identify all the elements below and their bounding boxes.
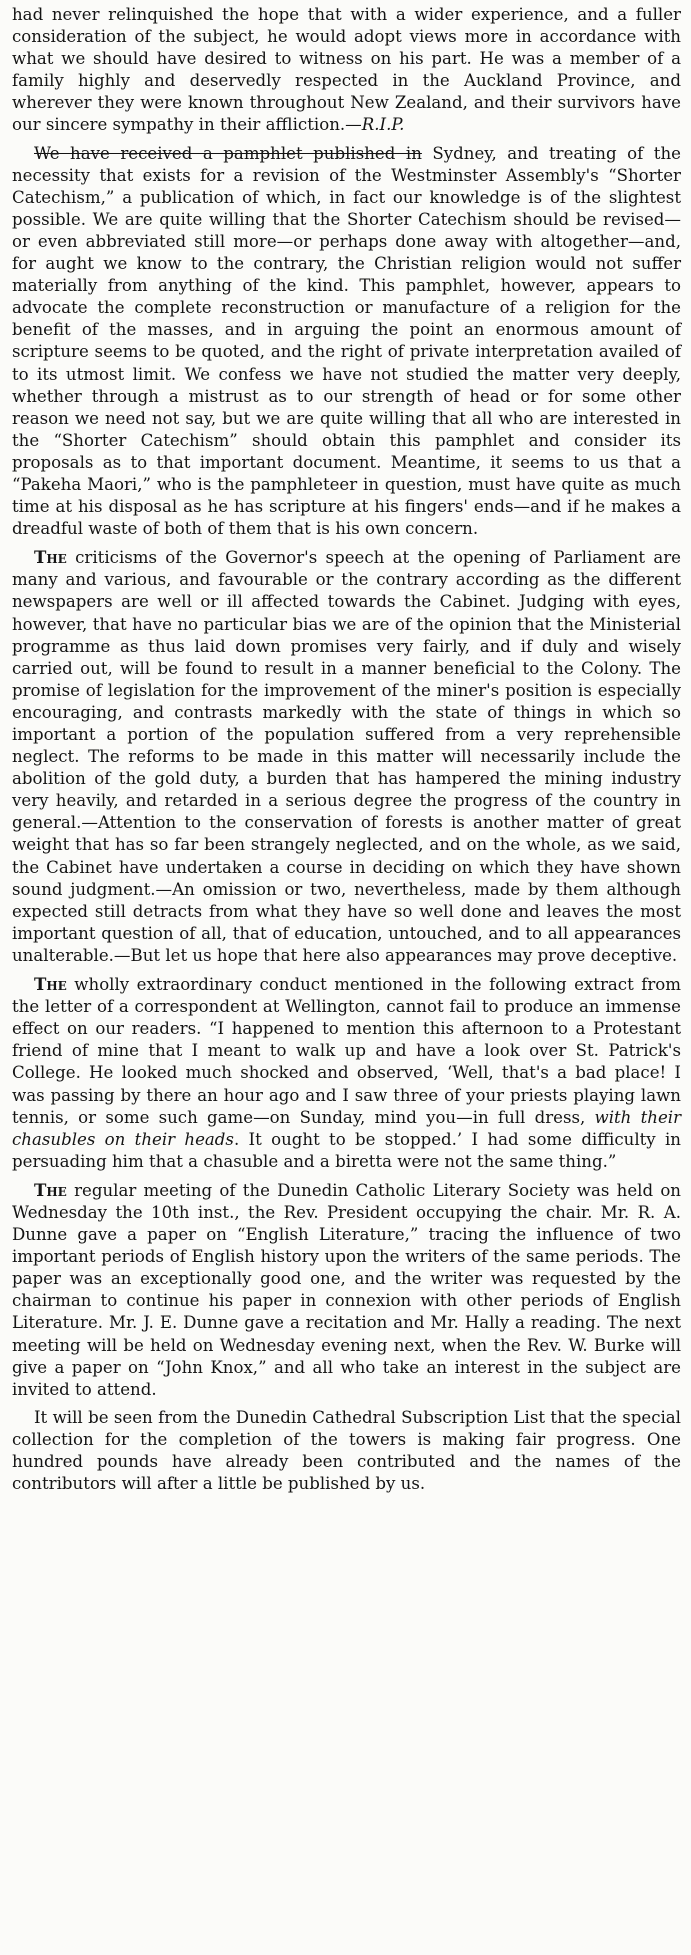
- governor-speech-text: criticisms of the Governor's speech at the opening of Parliament are many and various, and favourable or the contrary according as the different newspapers are well or ill affected towards the Cabinet. Judging with eyes, however, that have no particular bias we are of the opinion that the Ministerial programme as thus laid down promises very fairly, and if duly and wisely carried out, will be found to result in a manner beneficial to the Colony. The promise of legislation for the improvement of the miner's position is especially encouraging, and contrasts markedly with the state of things in which so important a portion of the population suffered from a very reprehensible neglect. The reforms to be made in this matter will necessarily include the abolition of the gold duty, a burden that has hampered the mining industry very heavily, and retarded in a serious degree the progress of the country in general.—Attention to the conservation of forests is another matter of great weight that has so far been strangely neglected, and on the whole, as we said, the Cabinet have undertaken a course in deciding on which they have shown sound judgment.—An omission or two, nevertheless, made by them although expected still detracts from what they have so well done and leaves the most important question of all, that of education, untouched, and to all appearances unalterable.—But let us hope that here also appearances may prove deceptive.: [12, 548, 681, 965]
- extract-text: wholly extraordinary conduct mentioned in the following extract from the letter of a correspondent at Wellington, cannot fail to produce an immense effect on our readers. “I happened to mention this afternoon to a Protestant friend of mine that I meant to walk up and have a look over St. Patrick's College. He looked much shocked and observed, ‘Well, that's a bad place! I was passing by there an hour ago and I saw three of your priests playing lawn tennis, or some such game—on Sunday, mind you—in full dress,: [12, 975, 681, 1127]
- cathedral-text: It will be seen from the Dunedin Cathedral Subscription List that the special collection for the completion of the towers is making fair progress. One hundred pounds have already been contributed and the names of the contributors will after a little be published by us.: [12, 1407, 681, 1494]
- obituary-text: had never relinquished the hope that with a wider experience, and a fuller consideration of the subject, he would adopt views more in accordance with what we should have desired to witness on his part. He was a member of a family highly and deservedly respected in the Auckland Province, and wherever they were known throughout New Zealand, and their survivors have our sincere sympathy in their affliction.—: [12, 5, 681, 135]
- extract-tail-text: . It ought to be stopped.’ I had some difficulty in persuading him that a chasuble and a biretta were not the same thing.”: [12, 1129, 681, 1171]
- struck-lead-text: We have received a pamphlet published in: [34, 143, 422, 163]
- paragraph-lead-word: The: [34, 547, 67, 568]
- paragraph-lead-word: The: [34, 1179, 67, 1200]
- governor-speech-paragraph: [12, 546, 681, 967]
- paragraph-lead-word: The: [34, 974, 67, 995]
- cathedral-paragraph: [12, 1407, 681, 1495]
- wellington-extract-paragraph: [12, 973, 681, 1173]
- extract-italic-phrase: with their chasubles on their heads: [12, 1107, 682, 1149]
- catechism-paragraph: [12, 143, 681, 541]
- rip-signoff: R.I.P.: [361, 115, 405, 135]
- catechism-text: Sydney, and treating of the necessity that exists for a revision of the Westminster Assembly's “Shorter Catechism,” a publication of which, in fact our knowledge is of the slightest possible. We are quite willing that the Shorter Catechism should be revised—or even abbreviated still more—or perhaps done away with altogether—and, for aught we know to the contrary, the Christian religion would not suffer materially from anything of the kind. This pamphlet, however, appears to advocate the complete reconstruction or manufacture of a religion for the benefit of the masses, and in arguing the point an enormous amount of scripture seems to be quoted, and the right of private interpretation availed of to its utmost limit. We confess we have not studied the matter very deeply, whether through a mistrust as to our strength of head or for some other reason we need not say, but we are quite willing that all who are interested in the “Shorter Catechism” should obtain this pamphlet and consider its proposals as to that important document. Meantime, it seems to us that a “Pakeha Maori,” who is the pamphleteer in question, must have quite as much time at his disposal as he has scripture at his fingers' ends—and if he makes a dreadful waste of both of them that is his own concern.: [12, 143, 681, 539]
- obituary-paragraph: [12, 4, 681, 137]
- literary-society-text: regular meeting of the Dunedin Catholic Literary Society was held on Wednesday the 10th inst., the Rev. President occupying the chair. Mr. R. A. Dunne gave a paper on “English Literature,” tracing the influence of two important periods of English history upon the writers of the same periods. The paper was an exceptionally good one, and the writer was requested by the chairman to continue his paper in connexion with other periods of English Literature. Mr. J. E. Dunne gave a recitation and Mr. Hally a reading. The next meeting will be held on Wednesday evening next, when the Rev. W. Burke will give a paper on “John Knox,” and all who take an interest in the subject are invited to attend.: [12, 1180, 681, 1399]
- literary-society-paragraph: [12, 1179, 681, 1401]
